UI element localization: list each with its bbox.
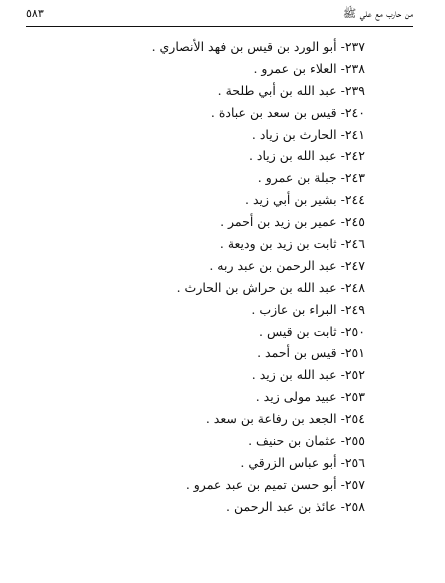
header-rule [26, 26, 413, 27]
list-item: ٢٤١- الحارث بن زياد . [251, 126, 365, 142]
list-item: ٢٤٤- بشير بن أبي زيد . [245, 192, 365, 208]
list-item: ٢٥٠- ثابت بن قيس . [259, 323, 365, 339]
list-item: ٢٥٢- عبد الله بن زيد . [251, 367, 365, 383]
list-item: ٢٤٥- عمير بن زيد بن أحمر . [220, 214, 365, 230]
entry-list [45, 36, 365, 518]
list-item: ٢٥٦- أبو عباس الزرقي . [240, 454, 365, 470]
list-item: ٢٤٣- جبلة بن عمرو . [257, 170, 365, 186]
page-number: ٥٨٣ [26, 7, 44, 20]
list-item: ٢٣٨- العلاء بن عمرو . [253, 60, 365, 76]
running-header [26, 6, 413, 22]
list-item: ٢٤٨- عبد الله بن حراش بن الحارث . [176, 279, 365, 295]
header-title: من حارب مع علي ﷺ [342, 7, 413, 20]
list-item: ٢٤٧- عبد الرحمن بن عبد ربه . [209, 257, 365, 273]
list-item: ٢٥٧- أبو حسن تميم بن عبد عمرو . [185, 476, 365, 492]
list-item: ٢٥٥- عثمان بن حنيف . [248, 433, 365, 449]
list-item: ٢٥١- قيس بن أحمد . [257, 345, 365, 361]
list-item: ٢٤٠- قيس بن سعد بن عبادة . [210, 104, 365, 120]
list-item: ٢٥٣- عبيد مولى زيد . [255, 389, 365, 405]
list-item: ٢٥٨- عائذ بن عبد الرحمن . [226, 498, 365, 514]
list-item: ٢٤٩- البراء بن عازب . [251, 301, 365, 317]
list-item: ٢٤٢- عبد الله بن زياد . [248, 148, 365, 164]
list-item: ٢٣٧- أبو الورد بن قيس بن فهد الأنصاري . [151, 39, 365, 54]
list-item: ٢٥٤- الجعد بن رفاعة بن سعد . [205, 411, 365, 427]
list-item: ٢٣٩- عبد الله بن أبي طلحة . [217, 82, 365, 98]
list-item: ٢٤٦- ثابت بن زيد بن وديعة . [219, 236, 365, 252]
